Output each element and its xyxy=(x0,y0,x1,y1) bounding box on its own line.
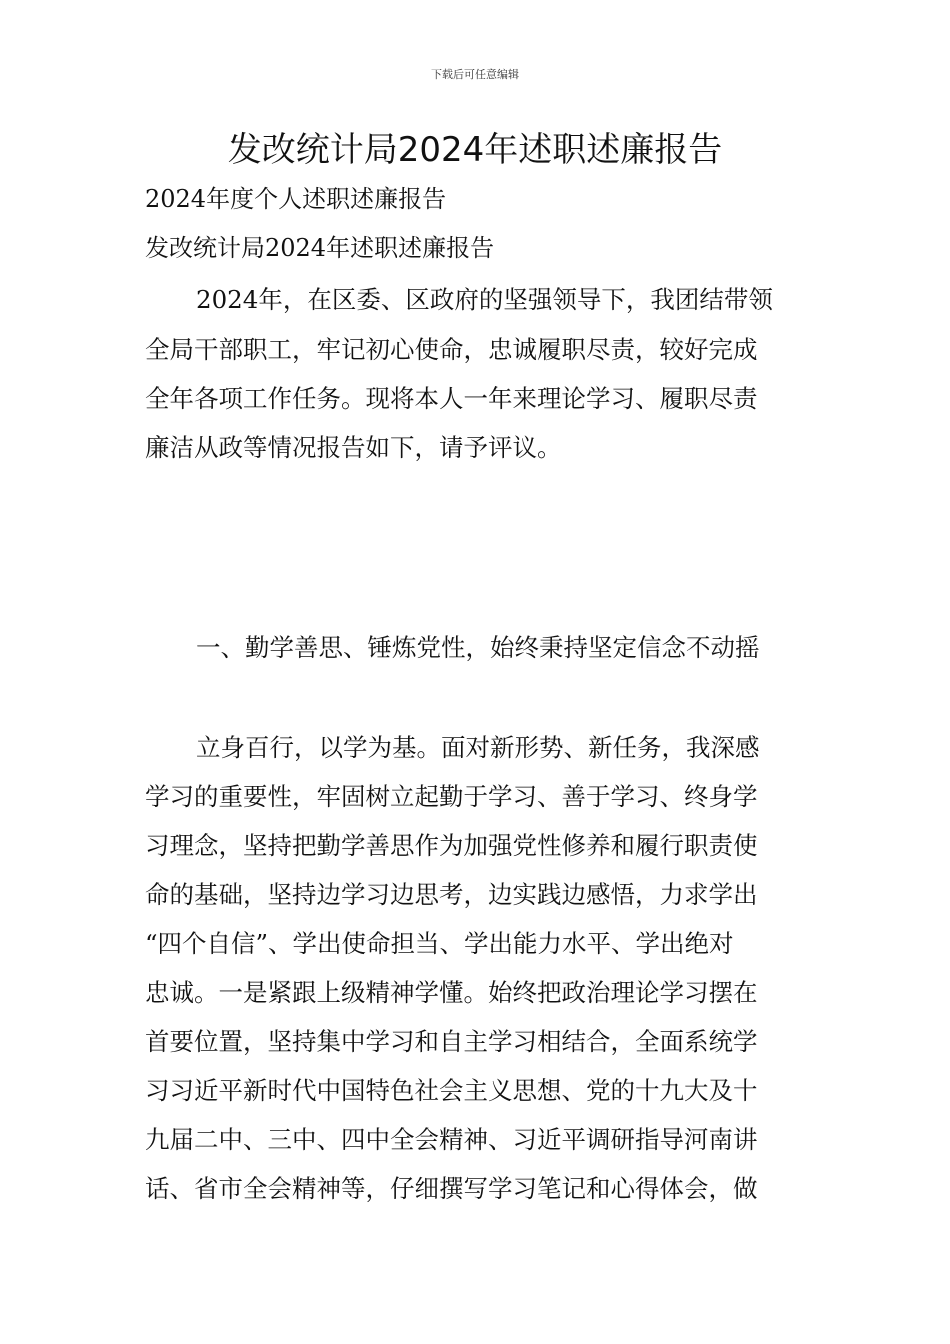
paragraph-line: 首要位置，坚持集中学习和自主学习相结合，全面系统学 xyxy=(145,1027,758,1056)
paragraph-line: “四个自信”、学出使命担当、学出能力水平、学出绝对 xyxy=(145,929,734,958)
paragraph-line: 命的基础，坚持边学习边思考，边实践边感悟，力求学出 xyxy=(145,880,758,909)
paragraph-line: 忠诚。一是紧跟上级精神学懂。始终把政治理论学习摆在 xyxy=(145,978,758,1007)
document-title: 发改统计局2024年述职述廉报告 xyxy=(227,130,723,170)
paragraph-line: 九届二中、三中、四中全会精神、习近平调研指导河南讲 xyxy=(145,1125,758,1154)
paragraph-line: 全年各项工作任务。现将本人一年来理论学习、履职尽责 xyxy=(145,384,758,413)
subtitle-1: 2024年度个人述职述廉报告 xyxy=(145,185,447,213)
paragraph-line: 立身百行，以学为基。面对新形势、新任务，我深感 xyxy=(196,733,760,762)
header-note: 下载后可任意编辑 xyxy=(431,68,519,81)
paragraph-line: 习习近平新时代中国特色社会主义思想、党的十九大及十 xyxy=(145,1076,758,1105)
paragraph-line: 廉洁从政等情况报告如下，请予评议。 xyxy=(145,433,562,462)
paragraph-line: 话、省市全会精神等，仔细撰写学习笔记和心得体会，做 xyxy=(145,1174,758,1203)
paragraph-line: 全局干部职工，牢记初心使命，忠诚履职尽责，较好完成 xyxy=(145,335,758,364)
paragraph-line: 2024年，在区委、区政府的坚强领导下，我团结带领 xyxy=(196,285,773,314)
subtitle-2: 发改统计局2024年述职述廉报告 xyxy=(145,234,495,262)
section-heading: 一、勤学善思、锤炼党性，始终秉持坚定信念不动摇 xyxy=(196,633,760,662)
paragraph-line: 习理念，坚持把勤学善思作为加强党性修养和履行职责使 xyxy=(145,831,758,860)
paragraph-line: 学习的重要性，牢固树立起勤于学习、善于学习、终身学 xyxy=(145,782,758,811)
